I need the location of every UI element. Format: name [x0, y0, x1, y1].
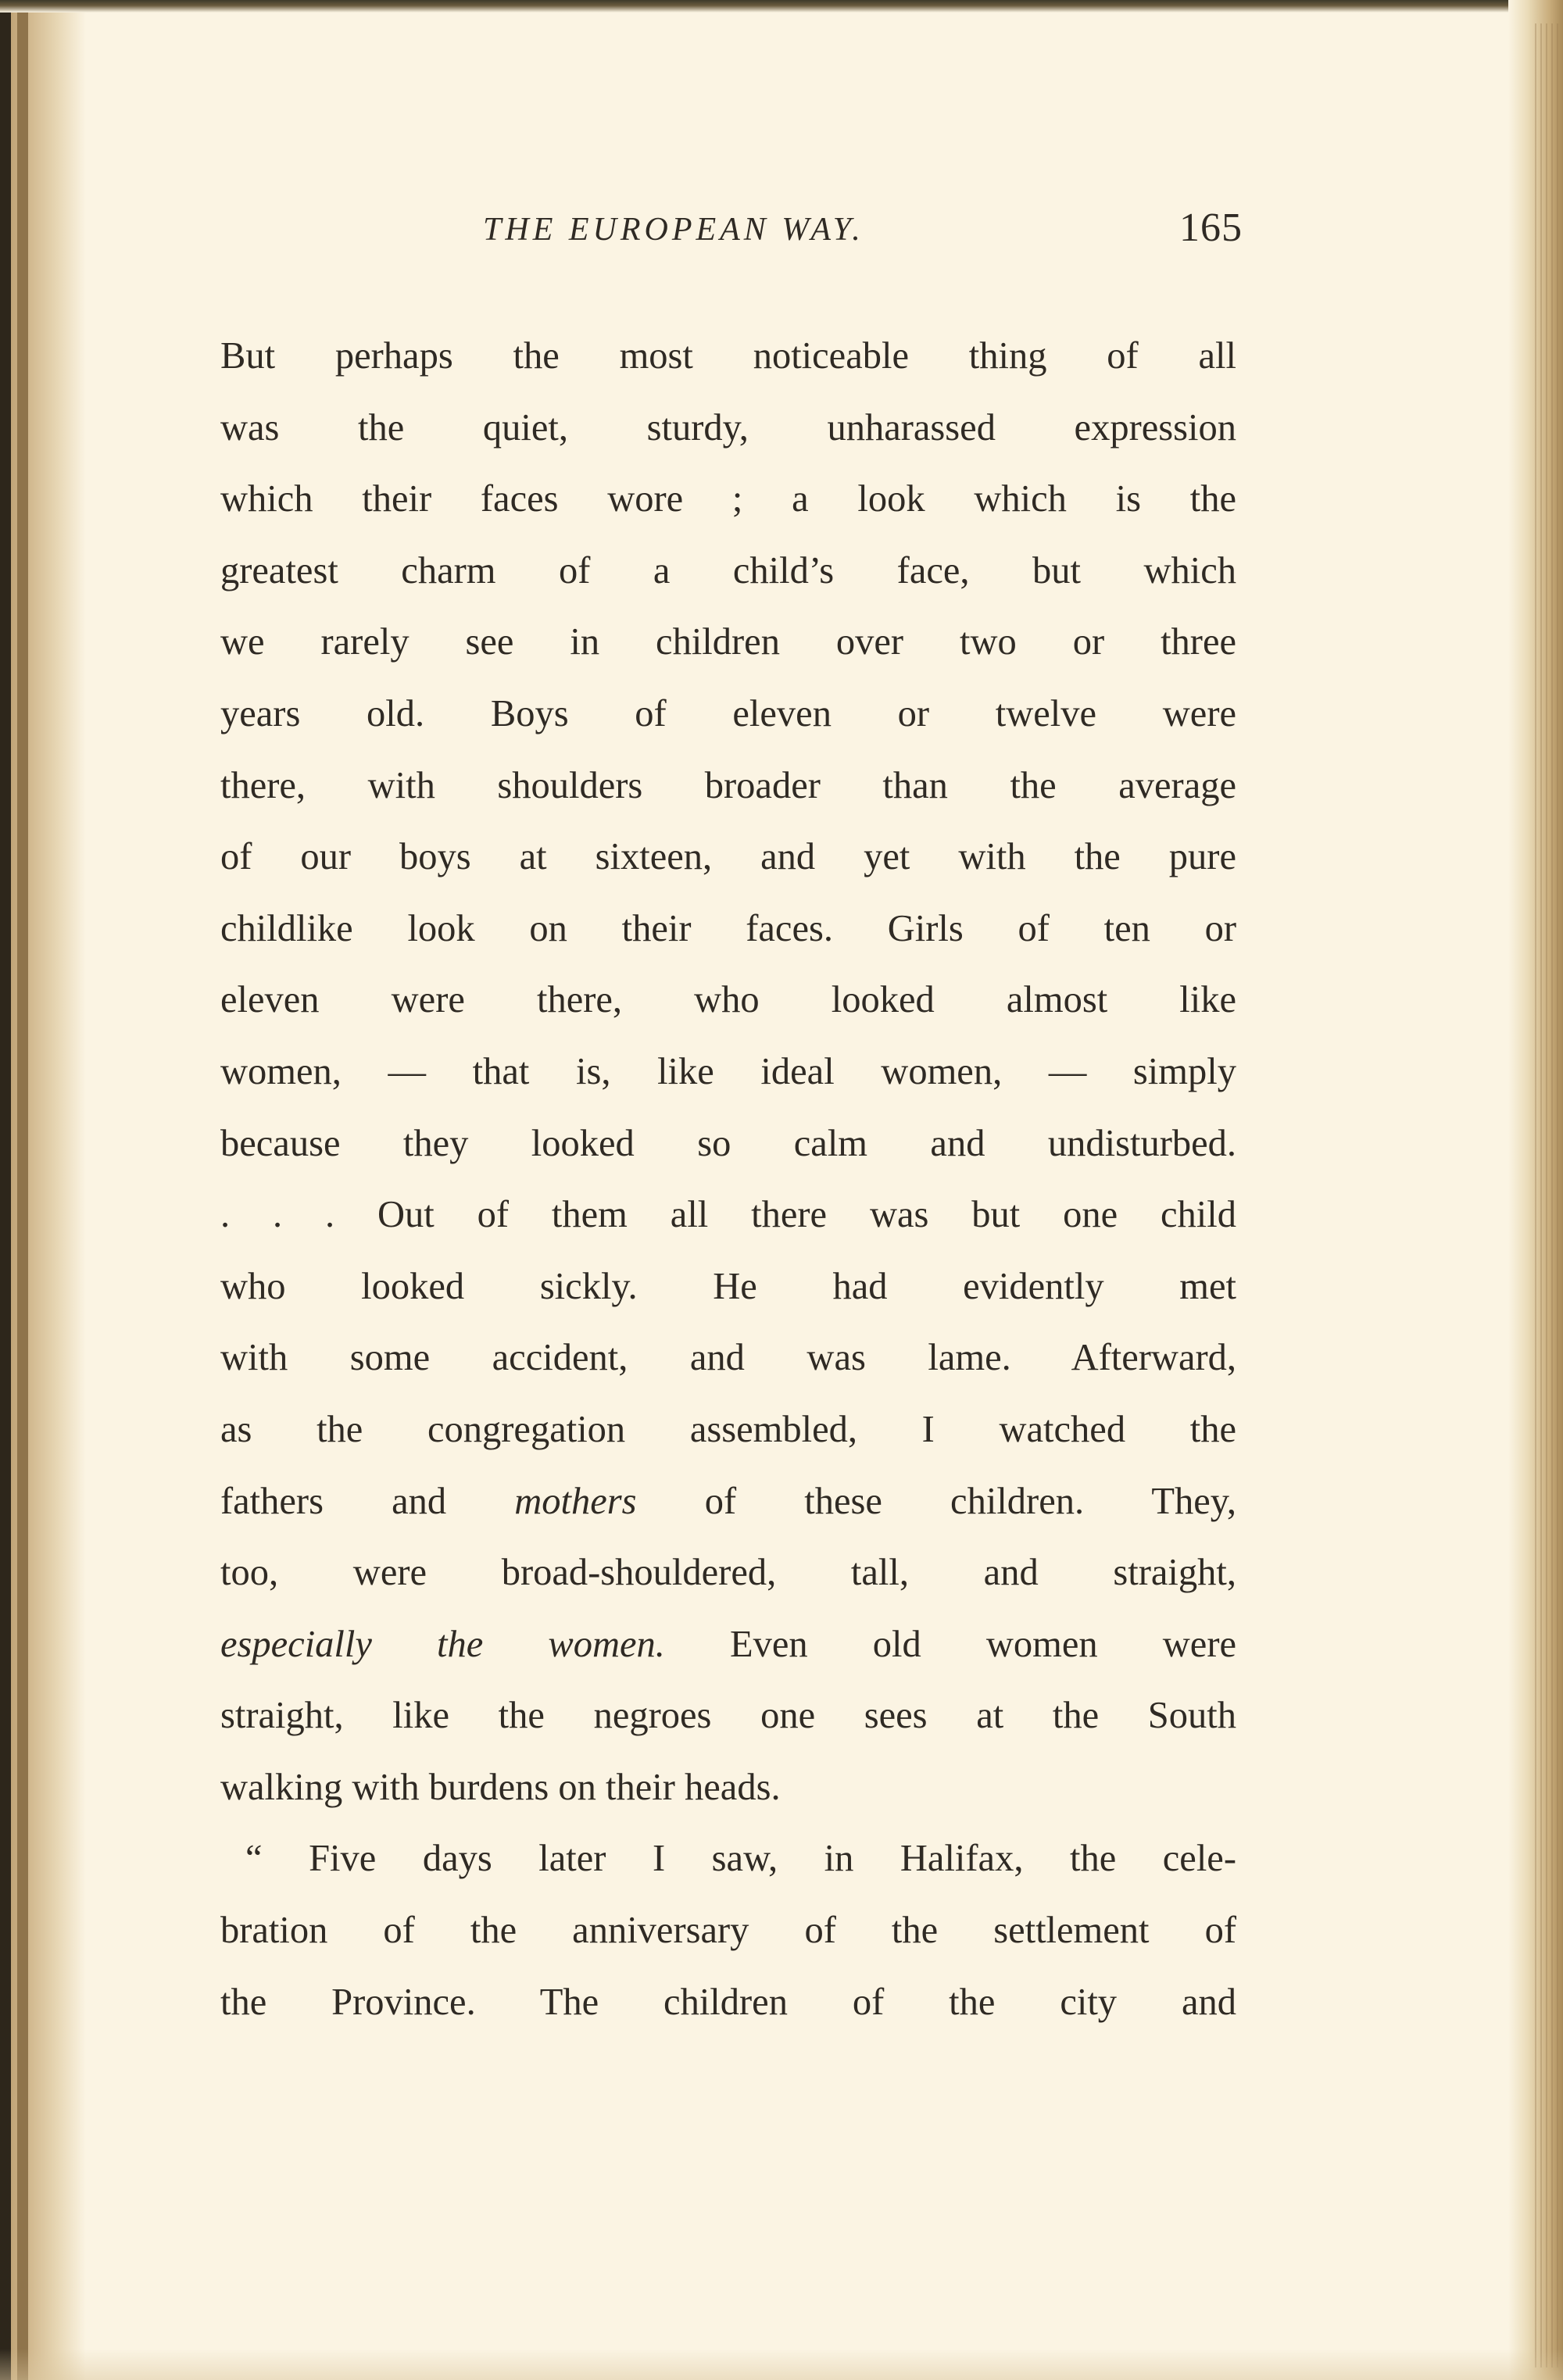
text-line	[220, 1466, 1236, 1538]
text-line: as the congregation assembled, I watched the	[220, 1408, 1236, 1450]
text-line: walking with burdens on their heads.	[220, 1766, 781, 1808]
text-line: was the quiet, sturdy, unharassed expression	[220, 406, 1236, 448]
binding-shadow	[17, 0, 28, 2380]
text-line: “ Five days later I saw, in Halifax, the cele-	[245, 1838, 1236, 1880]
text-line: we rarely see in children over two or three	[220, 621, 1236, 663]
italic-emphasis: especially the women.	[220, 1623, 665, 1665]
body-text	[220, 320, 1236, 2038]
text-line: years old. Boys of eleven or twelve were	[220, 692, 1236, 734]
text-line	[220, 1609, 1236, 1681]
page-number: 165	[1179, 205, 1243, 250]
top-page-edge	[0, 0, 1563, 13]
text-line: childlike look on their faces. Girls of ten or	[220, 907, 1236, 949]
text-line: straight, like the negroes one sees at the South	[220, 1695, 1236, 1737]
italic-emphasis: mothers	[514, 1480, 637, 1522]
text-segment: of these children. They,	[636, 1480, 1236, 1522]
text-line: bration of the anniversary of the settlement of	[220, 1910, 1236, 1952]
text-line: because they looked so calm and undisturbed.	[220, 1122, 1236, 1164]
page-header	[219, 205, 1243, 259]
text-line: greatest charm of a child’s face, but which	[220, 549, 1236, 591]
text-line: too, were broad-shouldered, tall, and straight,	[220, 1552, 1236, 1594]
text-segment: fathers and	[220, 1480, 515, 1522]
text-line: which their faces wore ; a look which is the	[220, 478, 1236, 520]
page-stack-lines	[1535, 23, 1558, 2367]
text-line: of our boys at sixteen, and yet with the pure	[220, 836, 1236, 878]
text-line: the Province. The children of the city and	[220, 1981, 1236, 2023]
text-line: there, with shoulders broader than the average	[220, 764, 1236, 806]
running-head: THE EUROPEAN WAY.	[483, 212, 864, 248]
text-line: with some accident, and was lame. Afterward,	[220, 1337, 1236, 1379]
text-line: who looked sickly. He had evidently met	[220, 1265, 1236, 1307]
bottom-shadow	[0, 2349, 1563, 2380]
text-line: . . . Out of them all there was but one child	[220, 1194, 1236, 1236]
text-line: women, — that is, like ideal women, — simply	[220, 1050, 1236, 1092]
text-line: eleven were there, who looked almost like	[220, 979, 1236, 1021]
book-gutter	[0, 0, 86, 2380]
binding-edge	[0, 0, 11, 2380]
text-segment: Even old women were	[664, 1623, 1237, 1665]
text-line: But perhaps the most noticeable thing of all	[220, 335, 1236, 377]
